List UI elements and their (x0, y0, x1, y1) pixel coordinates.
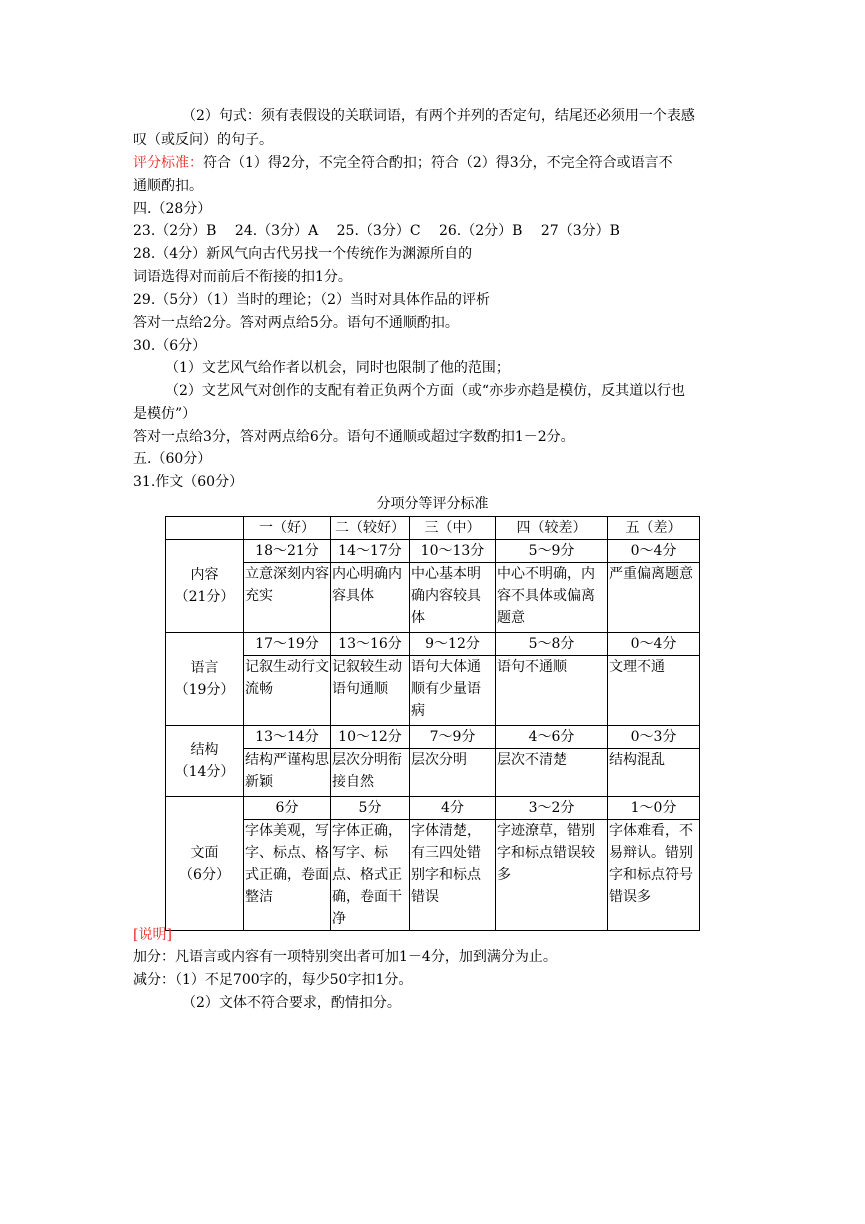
text-line: 答对一点给3分，答对两点给6分。语句不通顺或超过字数酌扣1－2分。 (133, 429, 575, 445)
category-name: 结构 (190, 742, 219, 758)
score-cell: 4分 (410, 797, 496, 820)
table-title: 分项分等评分标准 (376, 496, 489, 512)
score-cell: 7～9分 (410, 726, 496, 749)
desc-cell: 记叙生动行文流畅 (244, 656, 331, 726)
desc-cell: 层次不清楚 (496, 749, 608, 797)
text-line: 叹（或反问）的句子。 (133, 132, 273, 148)
desc-cell: 字迹潦草，错别字和标点错误较多 (496, 820, 608, 931)
score-cell: 9～12分 (410, 633, 496, 656)
desc-cell: 中心基本明确内容较具体 (410, 563, 496, 633)
answer-line: 23.（2分）B 24.（3分）A 25.（3分）C 26.（2分）B 27（3分）B (133, 223, 620, 239)
score-cell: 6分 (244, 797, 331, 820)
desc-cell: 文理不通 (608, 656, 700, 726)
note-line: （2）文体不符合要求，酌情扣分。 (182, 995, 401, 1011)
score-cell: 0～4分 (608, 540, 700, 563)
text-line: 通顺酌扣。 (133, 178, 203, 194)
text-line: 28.（4分）新风气向古代另找一个传统作为渊源所自的 (133, 246, 473, 262)
desc-cell: 语句大体通顺有少量语病 (410, 656, 496, 726)
desc-cell: 中心不明确，内容不具体或偏离题意 (496, 563, 608, 633)
corner-cell (166, 517, 244, 540)
grade-header: 四（较差） (496, 517, 608, 540)
score-cell: 3～2分 (496, 797, 608, 820)
score-cell: 13～14分 (244, 726, 331, 749)
score-cell: 17～19分 (244, 633, 331, 656)
category-cell (166, 540, 244, 633)
desc-cell: 层次分明衔接自然 (331, 749, 410, 797)
category-points: （14分） (174, 764, 235, 780)
score-cell: 13～16分 (331, 633, 410, 656)
text-line: （2）句式：须有表假设的关联词语，有两个并列的否定句，结尾还必须用一个表感 (182, 108, 695, 124)
grade-header: 三（中） (410, 517, 496, 540)
score-cell: 5～8分 (496, 633, 608, 656)
score-cell: 1～0分 (608, 797, 700, 820)
score-cell: 10～13分 (410, 540, 496, 563)
score-cell: 0～3分 (608, 726, 700, 749)
scoring-table (165, 516, 700, 931)
note-line: 减分：（1）不足700字的，每少50字扣1分。 (133, 972, 413, 988)
desc-row (166, 656, 700, 726)
category-cell (166, 726, 244, 797)
score-row (166, 726, 700, 749)
desc-cell: 内心明确内容具体 (331, 563, 410, 633)
desc-cell: 字体美观，写字、标点、格式正确，卷面整洁 (244, 820, 331, 931)
score-cell: 0～4分 (608, 633, 700, 656)
desc-cell: 立意深刻内容充实 (244, 563, 331, 633)
desc-cell: 层次分明 (410, 749, 496, 797)
grade-header: 二（较好） (331, 517, 410, 540)
score-row (166, 633, 700, 656)
category-name: 内容 (190, 567, 219, 583)
table-header-row (166, 517, 700, 540)
score-row (166, 540, 700, 563)
desc-cell: 语句不通顺 (496, 656, 608, 726)
desc-cell: 字体清楚，有三四处错别字和标点错误 (410, 820, 496, 931)
score-cell: 4～6分 (496, 726, 608, 749)
scoring-label: 评分标准： (133, 155, 203, 171)
category-points: （19分） (174, 682, 235, 698)
desc-cell: 严重偏离题意 (608, 563, 700, 633)
desc-cell: 结构严谨构思新颖 (244, 749, 331, 797)
score-cell: 5～9分 (496, 540, 608, 563)
section-heading: 四.（28分） (133, 201, 212, 217)
category-cell (166, 797, 244, 931)
text-line: （1）文艺风气给作者以机会，同时也限制了他的范围； (165, 360, 510, 376)
score-cell: 10～12分 (331, 726, 410, 749)
category-name: 文面 (190, 844, 219, 861)
scoring-text: 符合（1）得2分，不完全符合酌扣；符合（2）得3分，不完全符合或语言不 (203, 155, 673, 171)
text-line: （2）文艺风气对创作的支配有着正负两个方面（或“亦步亦趋是模仿，反其道以行也 (165, 383, 686, 399)
notes-heading: [说明] (133, 927, 172, 943)
desc-cell: 字体正确，写字、标点、格式正确，卷面干净 (331, 820, 410, 931)
score-cell: 5分 (331, 797, 410, 820)
score-row (166, 797, 700, 820)
desc-cell: 字体难看，不易辩认。错别字和标点符号错误多 (608, 820, 700, 931)
score-cell: 14～17分 (331, 540, 410, 563)
category-name: 语言 (190, 660, 219, 676)
desc-row (166, 749, 700, 797)
section-heading: 五.（60分） (133, 451, 212, 467)
desc-cell: 记叙较生动语句通顺 (331, 656, 410, 726)
category-points: （21分） (174, 589, 235, 605)
scoring-line (133, 153, 673, 173)
text-line: 29.（5分）（1）当时的理论；（2）当时对具体作品的评析 (133, 292, 490, 308)
text-line: 31.作文（60分） (133, 474, 244, 490)
note-line: 加分：凡语言或内容有一项特别突出者可加1－4分，加到满分为止。 (133, 949, 557, 965)
grade-header: 五（差） (608, 517, 700, 540)
text-line: 词语选得对而前后不衔接的扣1分。 (133, 269, 352, 285)
desc-cell: 结构混乱 (608, 749, 700, 797)
desc-row (166, 563, 700, 633)
score-cell: 18～21分 (244, 540, 331, 563)
text-line: 30.（6分） (133, 338, 207, 354)
text-line: 答对一点给2分。答对两点给5分。语句不通顺酌扣。 (133, 315, 459, 331)
desc-row (166, 820, 700, 931)
text-line: 是模仿”） (133, 406, 197, 422)
grade-header: 一（好） (244, 517, 331, 540)
category-cell (166, 633, 244, 726)
category-points: （6分） (179, 866, 230, 883)
